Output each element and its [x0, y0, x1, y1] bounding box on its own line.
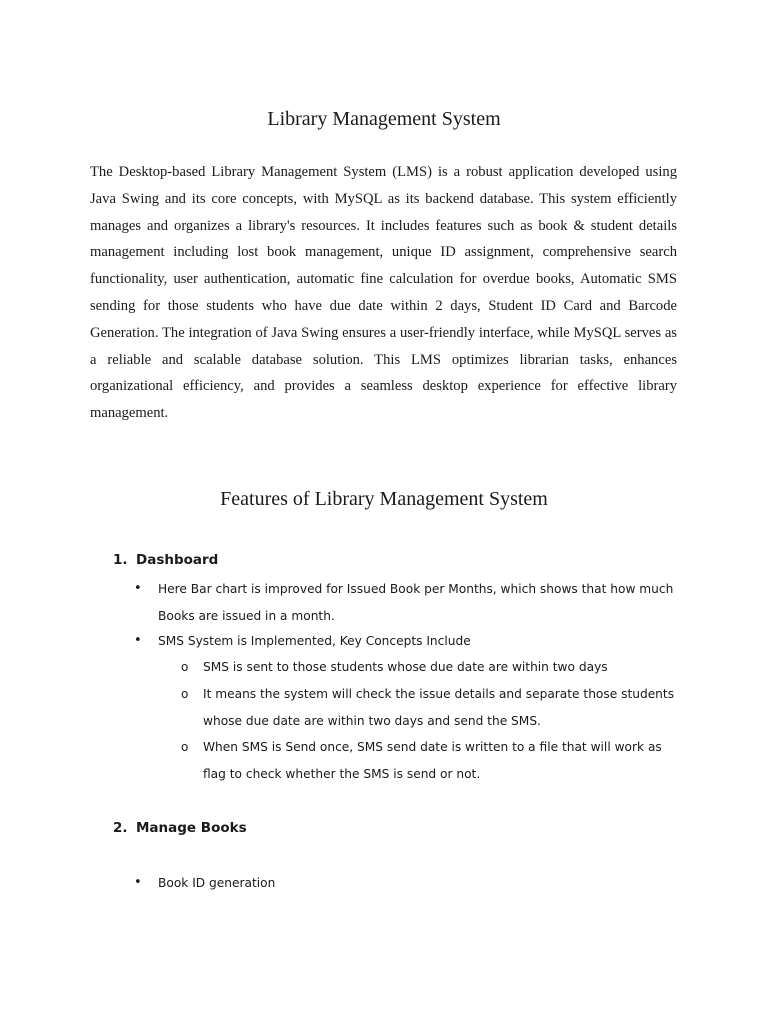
sub-list-item: o It means the system will check the issue details and separate those students whose due date are within two days and send the SMS. — [203, 681, 678, 734]
sub-list-item: o When SMS is Send once, SMS send date is written to a file that will work as flag to check whether the SMS is send or not. — [203, 734, 678, 787]
section-title: Dashboard — [136, 552, 219, 568]
section-title: Manage Books — [136, 820, 247, 836]
section-number: 2. — [113, 820, 128, 836]
section-number: 1. — [113, 552, 128, 568]
list-item: • SMS System is Implemented, Key Concepts Include — [158, 628, 678, 655]
list-item: • Here Bar chart is improved for Issued Book per Months, which shows that how much Books are issued in a month. — [158, 576, 678, 629]
sub-list-item: o SMS is sent to those students whose due date are within two days — [203, 654, 678, 681]
features-heading: Features of Library Management System — [220, 488, 548, 510]
section-heading-manage-books — [113, 820, 247, 836]
section-heading-dashboard — [113, 552, 218, 568]
list-item: • Book ID generation — [158, 870, 678, 897]
document-title: Library Management System — [267, 108, 501, 130]
intro-paragraph: The Desktop-based Library Management System (LMS) is a robust application developed using Java Swing and its core concepts, with MySQL as its backend database. This system efficiently manages and organizes a library's resources. It includes features such as book & student details management including lost book management, unique ID assignment, comprehensive search functionality, user authentication, automatic fine calculation for overdue books, Automatic SMS sending for those students who have due date within 2 days, Student ID Card and Barcode Generation. The integration of Java Swing ensures a user-friendly interface, while MySQL serves as a reliable and scalable database solution. This LMS optimizes librarian tasks, enhances organizational efficiency, and provides a seamless desktop experience for effective library management. — [90, 164, 677, 422]
